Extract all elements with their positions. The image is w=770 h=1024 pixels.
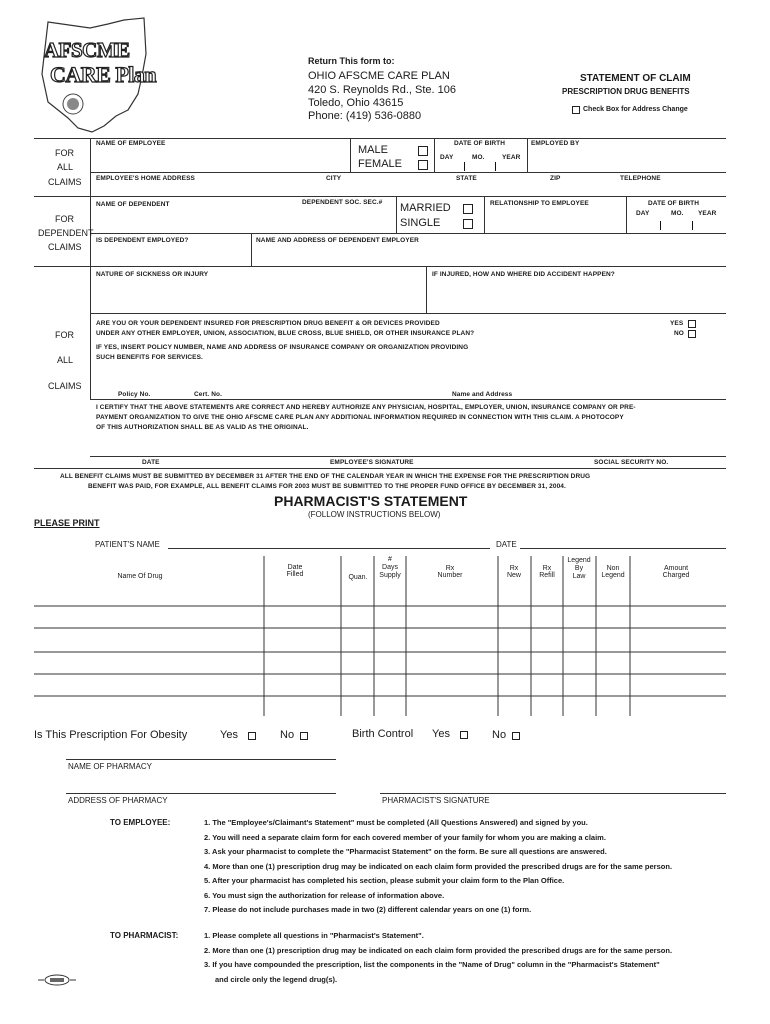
return-name: OHIO AFSCME CARE PLAN — [308, 70, 450, 82]
col-rx-refill: Rx Refill — [539, 565, 555, 579]
single-label: SINGLE — [400, 217, 441, 229]
col-name-of-drug: Name Of Drug — [117, 573, 163, 580]
relationship-label: RELATIONSHIP TO EMPLOYEE — [490, 200, 589, 207]
col-non-legend: Non Legend — [601, 565, 625, 579]
signature-line — [90, 456, 726, 457]
return-phone: Phone: (419) 536-0880 — [308, 110, 422, 122]
insurance-question-line3: IF YES, INSERT POLICY NUMBER, NAME AND ADDRESS OF INSURANCE COMPANY OR ORGANIZATION PROVIDING — [96, 344, 469, 351]
deadline-line1: ALL BENEFIT CLAIMS MUST BE SUBMITTED BY DECEMBER 31 AFTER THE END OF THE CALENDAR YEAR IN WHICH THE EXPENSE FOR THE PRESCRIPTION DRUG — [60, 473, 591, 480]
return-city: Toledo, Ohio 43615 — [308, 97, 404, 109]
instruction-item: 7. Please do not include purchases made in two (2) different calendar years on one (1) form. — [204, 905, 532, 914]
home-address-label: EMPLOYEE'S HOME ADDRESS — [96, 175, 195, 182]
divider — [34, 138, 726, 139]
logo-afscme-text: AFSCME — [44, 38, 130, 62]
please-print: PLEASE PRINT — [34, 518, 100, 528]
certify-line2: PAYMENT ORGANIZATION TO GIVE THE OHIO AFSCME CARE PLAN ANY ADDITIONAL INFORMATION REQUIRED IN CONNECTION WITH THIS CLAIM. A PHOTOCOPY — [96, 414, 624, 421]
female-label: FEMALE — [358, 158, 403, 170]
union-bug-logo — [36, 973, 78, 985]
dep-dob-year-label: YEAR — [698, 210, 717, 217]
employed-by-label: EMPLOYED BY — [531, 140, 580, 147]
instruction-item: 3. Ask your pharmacist to complete the "Pharmacist Statement" on the form. Be sure all questions are answered. — [204, 847, 607, 856]
form-title: STATEMENT OF CLAIM — [580, 73, 691, 84]
birth-control-yes-checkbox[interactable] — [460, 731, 468, 739]
state-label: STATE — [456, 175, 477, 182]
dependent-employed-label: IS DEPENDENT EMPLOYED? — [96, 237, 189, 244]
follow-instructions: (FOLLOW INSTRUCTIONS BELOW) — [308, 510, 441, 519]
pharmacy-name-label: NAME OF PHARMACY — [68, 762, 153, 771]
return-heading: Return This form to: — [308, 56, 395, 66]
birth-control-no-checkbox[interactable] — [512, 732, 520, 740]
patient-name-line — [168, 548, 490, 549]
side-label-for: FOR — [55, 148, 74, 158]
birth-control-yes-label: Yes — [432, 728, 450, 740]
name-address-label: Name and Address — [452, 391, 513, 398]
divider — [90, 266, 91, 400]
certify-line1: I CERTIFY THAT THE ABOVE STATEMENTS ARE CORRECT AND HEREBY AUTHORIZE ANY PHYSICIAN, HOSPITAL, EMPLOYER, UNION, INSURANCE COMPANY OR PRE- — [96, 404, 636, 411]
dob-tick — [660, 221, 661, 230]
form-subtitle: PRESCRIPTION DRUG BENEFITS — [562, 87, 690, 96]
to-employee-label: TO EMPLOYEE: — [110, 818, 171, 827]
telephone-label: TELEPHONE — [620, 175, 661, 182]
obesity-yes-checkbox[interactable] — [248, 732, 256, 740]
instruction-item: 5. After your pharmacist has completed his section, please submit your claim form to the Plan Office. — [204, 876, 565, 885]
col-quan: Quan. — [348, 574, 368, 581]
zip-label: ZIP — [550, 175, 561, 182]
pharmacist-instructions — [204, 929, 744, 987]
side-label-all: ALL — [57, 162, 74, 172]
dob-year-label: YEAR — [502, 154, 521, 161]
employee-dob-label: DATE OF BIRTH — [454, 140, 506, 147]
married-label: MARRIED — [400, 202, 451, 214]
date-label: DATE — [496, 540, 517, 549]
side-label-claims: CLAIMS — [48, 177, 82, 187]
col-rx-new: Rx New — [506, 565, 521, 579]
dob-tick — [495, 162, 496, 171]
divider — [396, 196, 397, 233]
policy-no-label: Policy No. — [118, 391, 151, 398]
employee-name-label: NAME OF EMPLOYEE — [96, 140, 166, 147]
pharmacy-address-label: ADDRESS OF PHARMACY — [68, 796, 168, 805]
married-checkbox[interactable] — [463, 204, 473, 214]
side-label-dependent: DEPENDENT — [38, 228, 94, 238]
divider — [626, 196, 627, 233]
dob-tick — [692, 221, 693, 230]
instruction-item: 4. More than one (1) prescription drug may be indicated on each claim form provided the prescribed drugs are for the same person. — [204, 861, 673, 871]
divider — [426, 266, 427, 313]
divider — [434, 138, 435, 172]
insurance-yes-label: YES — [670, 320, 684, 327]
instruction-item: 2. More than one (1) prescription drug may be indicated on each claim form provided the prescribed drugs are for the same person. — [204, 945, 673, 955]
address-change-checkbox[interactable] — [572, 106, 580, 114]
birth-control-label: Birth Control — [352, 728, 414, 740]
side-label-claims: CLAIMS — [48, 381, 82, 391]
sickness-label: NATURE OF SICKNESS OR INJURY — [96, 271, 209, 278]
drug-table — [34, 556, 726, 716]
instruction-item: 2. You will need a separate claim form for each covered member of your family for whom you are making a claim. — [204, 832, 606, 842]
divider — [90, 233, 726, 234]
instruction-item: 1. Please complete all questions in "Pharmacist's Statement". — [204, 931, 424, 940]
col-legend-by-law: Legend By Law — [567, 557, 591, 580]
divider — [34, 468, 726, 469]
dependent-employer-label: NAME AND ADDRESS OF DEPENDENT EMPLOYER — [256, 237, 419, 244]
divider — [251, 233, 252, 266]
ssn-label: SOCIAL SECURITY NO. — [594, 459, 669, 466]
dep-dob-day-label: DAY — [636, 210, 650, 217]
female-checkbox[interactable] — [418, 160, 428, 170]
obesity-yes-label: Yes — [220, 729, 238, 741]
male-checkbox[interactable] — [418, 146, 428, 156]
deadline-line2: BENEFIT WAS PAID, FOR EXAMPLE, ALL BENEFIT CLAIMS FOR 2003 MUST BE SUBMITTED TO THE PROPER FUND OFFICE BY DECEMBER 31, 2004. — [88, 483, 566, 490]
dob-mo-label: MO. — [472, 154, 485, 161]
pharmacy-address-line — [66, 793, 336, 794]
instruction-item: and circle only the legend drug(s). — [215, 974, 338, 984]
divider — [90, 313, 726, 314]
divider — [34, 196, 726, 197]
pharmacist-signature-label: PHARMACIST'S SIGNATURE — [382, 796, 490, 805]
pharmacist-signature-line — [380, 793, 726, 794]
obesity-no-checkbox[interactable] — [300, 732, 308, 740]
obesity-question: Is This Prescription For Obesity — [34, 729, 188, 741]
dependent-name-label: NAME OF DEPENDENT — [96, 201, 170, 208]
insurance-no-label: NO — [674, 330, 684, 337]
logo-care-plan-text: CARE Plan — [50, 62, 157, 87]
birth-control-no-label: No — [492, 729, 507, 741]
insurance-yes-checkbox[interactable] — [688, 320, 696, 328]
divider — [90, 399, 726, 400]
divider — [90, 138, 91, 196]
dep-dob-mo-label: MO. — [671, 210, 684, 217]
divider — [484, 196, 485, 233]
dob-tick — [464, 162, 465, 171]
instruction-item: 3. If you have compounded the prescription, list the components in the "Name of Drug" column in the "Pharmacist's Statement" — [204, 960, 660, 969]
insurance-no-checkbox[interactable] — [688, 330, 696, 338]
side-label-for: FOR — [55, 214, 74, 224]
side-label-all: ALL — [57, 355, 74, 365]
return-address: 420 S. Reynolds Rd., Ste. 106 — [308, 84, 456, 96]
divider — [90, 172, 726, 173]
patient-name-label: PATIENT'S NAME — [95, 540, 160, 549]
instruction-item: 6. You must sign the authorization for release of information above. — [204, 890, 445, 900]
date-label: DATE — [142, 459, 160, 466]
single-checkbox[interactable] — [463, 219, 473, 229]
dependent-dob-label: DATE OF BIRTH — [648, 200, 700, 207]
pharmacy-name-line — [66, 759, 336, 760]
col-days-supply: # Days Supply — [379, 556, 401, 579]
dob-day-label: DAY — [440, 154, 454, 161]
col-amount-charged: Amount Charged — [662, 565, 690, 579]
male-label: MALE — [358, 144, 388, 156]
date-line — [520, 548, 726, 549]
col-rx-number: Rx Number — [437, 565, 463, 579]
insurance-question-line4: SUCH BENEFITS FOR SERVICES. — [96, 354, 203, 361]
employee-instructions — [204, 816, 744, 918]
col-date-filled: Date Filled — [286, 564, 304, 578]
certify-line3: OF THIS AUTHORIZATION SHALL BE AS VALID AS THE ORIGINAL. — [96, 424, 309, 431]
employee-signature-label: EMPLOYEE'S SIGNATURE — [330, 459, 414, 466]
address-change-label: Check Box for Address Change — [583, 106, 688, 113]
divider — [34, 266, 726, 267]
injured-label: IF INJURED, HOW AND WHERE DID ACCIDENT HAPPEN? — [432, 271, 615, 278]
insurance-question-line1: ARE YOU OR YOUR DEPENDENT INSURED FOR PRESCRIPTION DRUG BENEFIT & OR DEVICES PROVIDED — [96, 320, 440, 327]
side-label-claims: CLAIMS — [48, 242, 82, 252]
divider — [350, 138, 351, 172]
dependent-ssn-label: DEPENDENT SOC. SEC.# — [302, 199, 383, 206]
side-label-for: FOR — [55, 330, 74, 340]
insurance-question-line2: UNDER ANY OTHER EMPLOYER, UNION, ASSOCIATION, BLUE CROSS, BLUE SHIELD, OR OTHER INSURANCE PLAN? — [96, 330, 475, 337]
pharmacist-heading: PHARMACIST'S STATEMENT — [274, 493, 468, 509]
to-pharmacist-label: TO PHARMACIST: — [110, 931, 179, 940]
obesity-no-label: No — [280, 729, 295, 741]
divider — [527, 138, 528, 172]
cert-no-label: Cert. No. — [194, 391, 222, 398]
city-label: CITY — [326, 175, 342, 182]
instruction-item: 1. The "Employee's/Claimant's Statement" must be completed (All Questions Answered) and signed by you. — [204, 818, 588, 827]
